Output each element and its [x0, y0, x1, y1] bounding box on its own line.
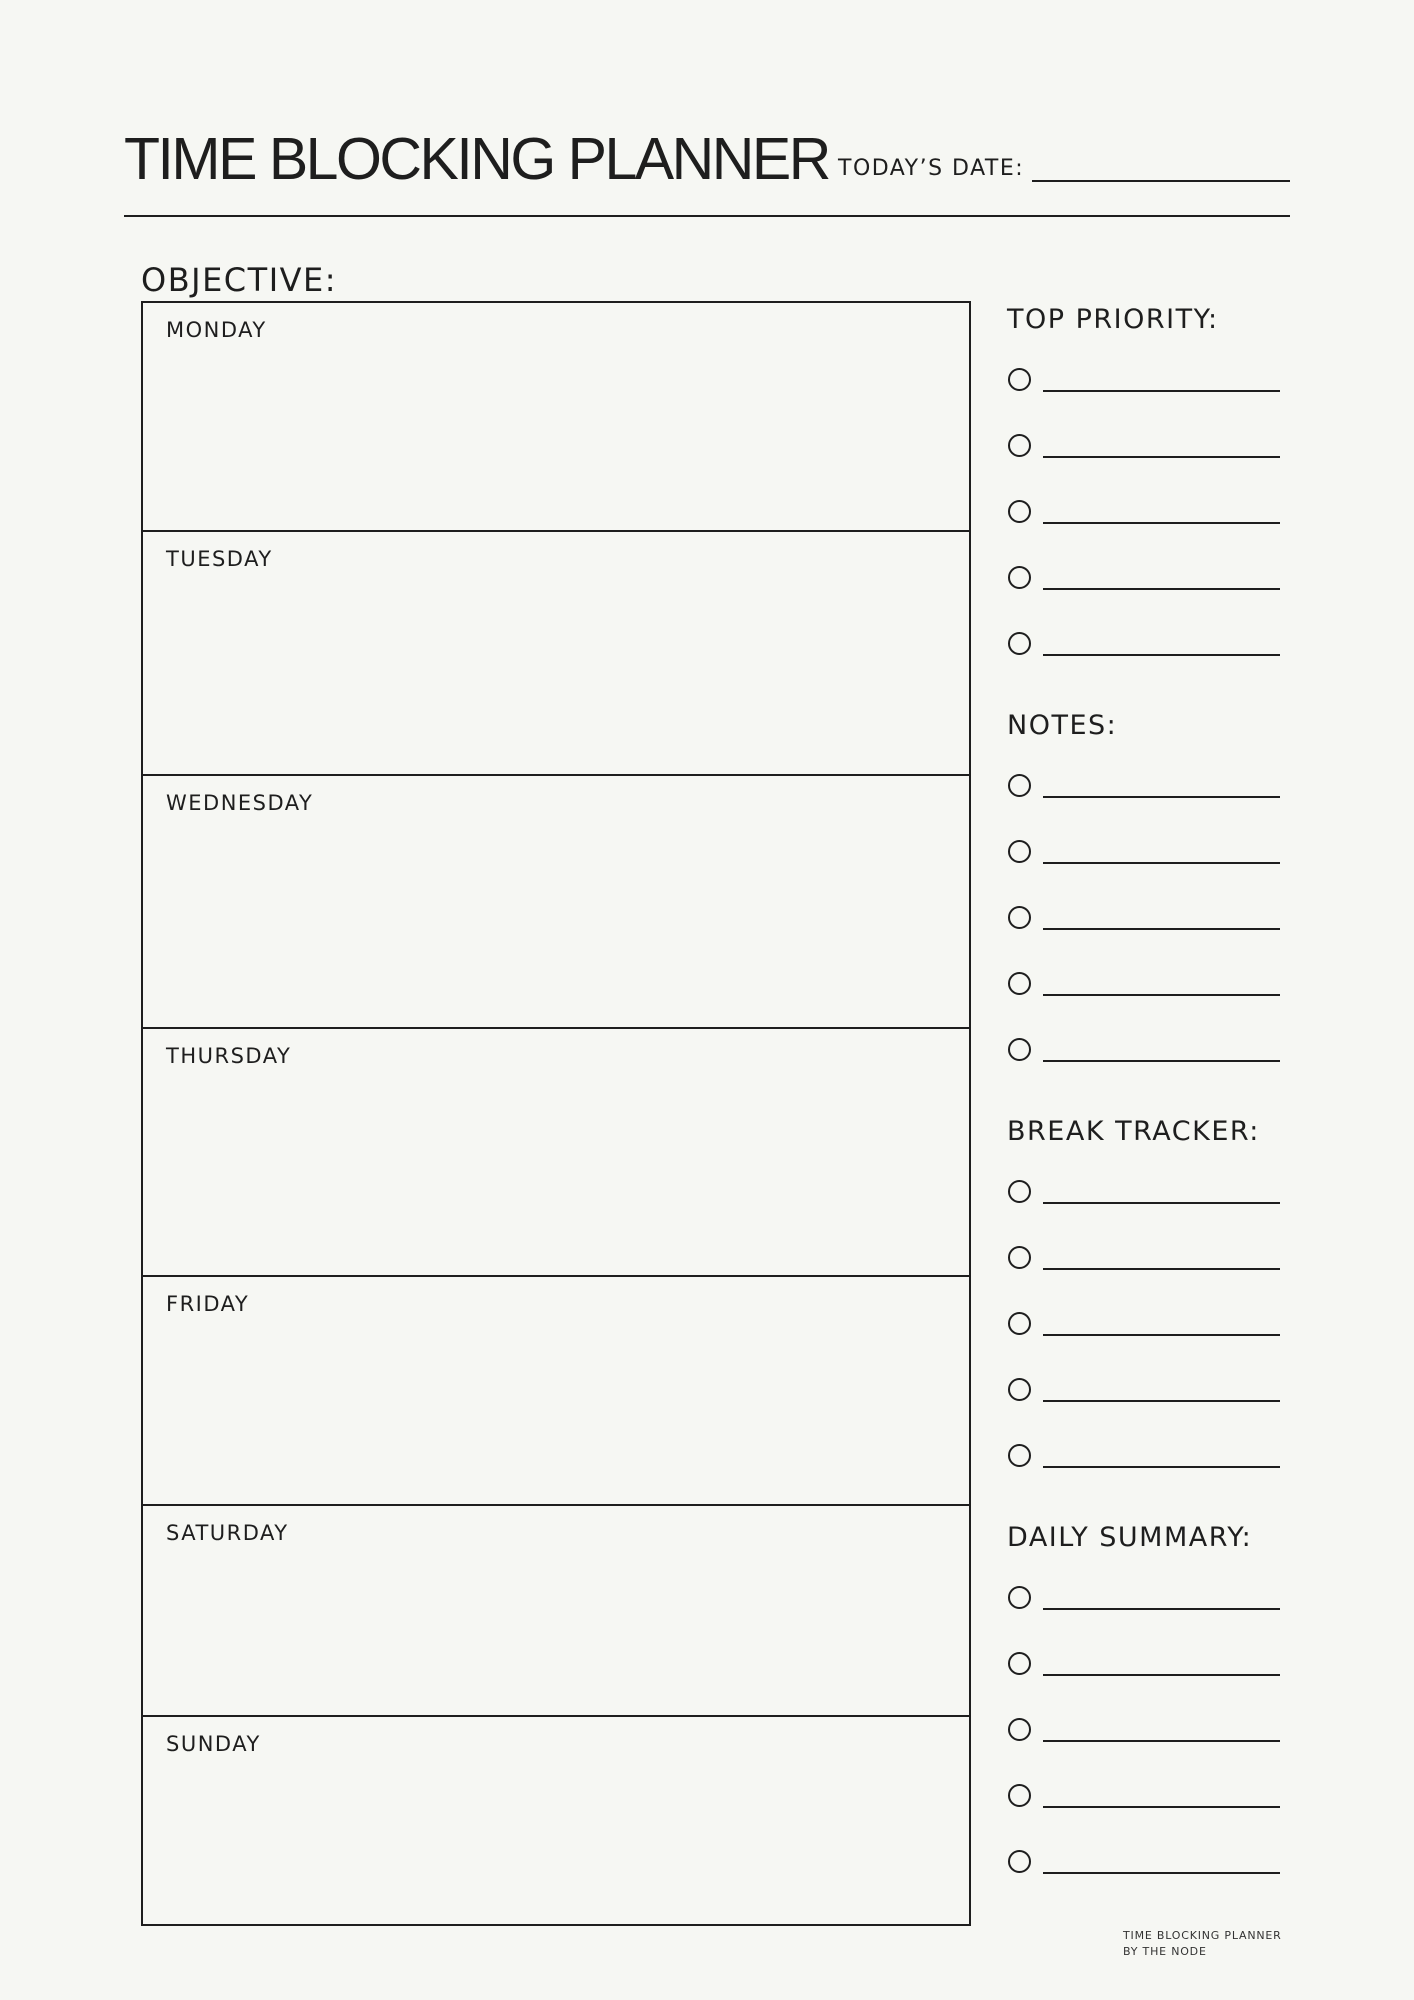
checkbox-circle-icon[interactable] — [1008, 1444, 1031, 1467]
write-in-line[interactable] — [1043, 654, 1280, 656]
write-in-line[interactable] — [1043, 1334, 1280, 1336]
checklist-item — [1007, 1558, 1291, 1624]
day-block-saturday[interactable] — [143, 1506, 969, 1717]
checklist-item — [1007, 538, 1291, 604]
objective-label: OBJECTIVE: — [141, 261, 338, 299]
write-in-line[interactable] — [1043, 456, 1280, 458]
checkbox-circle-icon[interactable] — [1008, 1718, 1031, 1741]
day-block-sunday[interactable] — [143, 1717, 969, 1924]
write-in-line[interactable] — [1043, 588, 1280, 590]
day-block-wednesday[interactable] — [143, 776, 969, 1029]
checklist-item — [1007, 812, 1291, 878]
checklist-item — [1007, 340, 1291, 406]
checkbox-circle-icon[interactable] — [1008, 1784, 1031, 1807]
checklist-item — [1007, 1690, 1291, 1756]
write-in-line[interactable] — [1043, 1202, 1280, 1204]
day-block-monday[interactable] — [143, 303, 969, 532]
write-in-line[interactable] — [1043, 862, 1280, 864]
write-in-line[interactable] — [1043, 390, 1280, 392]
section-break-tracker — [1007, 1112, 1291, 1482]
checklist-item — [1007, 1416, 1291, 1482]
date-label: TODAY’S DATE: — [838, 156, 1025, 181]
section-top-priority — [1007, 300, 1291, 670]
checklist-item — [1007, 1822, 1291, 1888]
checkbox-circle-icon[interactable] — [1008, 1312, 1031, 1335]
checkbox-circle-icon[interactable] — [1008, 1378, 1031, 1401]
section-notes — [1007, 706, 1291, 1076]
checkbox-circle-icon[interactable] — [1008, 1180, 1031, 1203]
checkbox-circle-icon[interactable] — [1008, 434, 1031, 457]
write-in-line[interactable] — [1043, 994, 1280, 996]
section-title: DAILY SUMMARY: — [1007, 1522, 1253, 1553]
footer-line: TIME BLOCKING PLANNER — [1123, 1929, 1282, 1942]
day-label: WEDNESDAY — [166, 791, 314, 815]
checkbox-circle-icon[interactable] — [1008, 1038, 1031, 1061]
checkbox-circle-icon[interactable] — [1008, 906, 1031, 929]
section-title: BREAK TRACKER: — [1007, 1116, 1260, 1147]
write-in-line[interactable] — [1043, 796, 1280, 798]
checklist-item — [1007, 1756, 1291, 1822]
day-label: TUESDAY — [166, 547, 273, 571]
checklist-item — [1007, 1350, 1291, 1416]
checkbox-circle-icon[interactable] — [1008, 972, 1031, 995]
day-block-tuesday[interactable] — [143, 532, 969, 776]
write-in-line[interactable] — [1043, 1060, 1280, 1062]
write-in-line[interactable] — [1043, 1268, 1280, 1270]
write-in-line[interactable] — [1043, 522, 1280, 524]
checkbox-circle-icon[interactable] — [1008, 1652, 1031, 1675]
day-label: SATURDAY — [166, 1521, 289, 1545]
section-title: TOP PRIORITY: — [1007, 304, 1219, 335]
date-field[interactable] — [1032, 180, 1290, 182]
checkbox-circle-icon[interactable] — [1008, 632, 1031, 655]
checklist-item — [1007, 1152, 1291, 1218]
checkbox-circle-icon[interactable] — [1008, 368, 1031, 391]
write-in-line[interactable] — [1043, 1466, 1280, 1468]
checkbox-circle-icon[interactable] — [1008, 1586, 1031, 1609]
checkbox-circle-icon[interactable] — [1008, 500, 1031, 523]
write-in-line[interactable] — [1043, 1740, 1280, 1742]
checklist-item — [1007, 944, 1291, 1010]
day-block-friday[interactable] — [143, 1277, 969, 1506]
day-label: SUNDAY — [166, 1732, 261, 1756]
write-in-line[interactable] — [1043, 1674, 1280, 1676]
write-in-line[interactable] — [1043, 928, 1280, 930]
write-in-line[interactable] — [1043, 1806, 1280, 1808]
footer-credit — [1123, 1928, 1282, 1960]
page-title: TIME BLOCKING PLANNER — [124, 126, 829, 192]
checklist-item — [1007, 1624, 1291, 1690]
checklist-item — [1007, 472, 1291, 538]
checkbox-circle-icon[interactable] — [1008, 774, 1031, 797]
day-block-thursday[interactable] — [143, 1029, 969, 1277]
day-label: THURSDAY — [166, 1044, 292, 1068]
write-in-line[interactable] — [1043, 1872, 1280, 1874]
checklist-item — [1007, 878, 1291, 944]
checkbox-circle-icon[interactable] — [1008, 566, 1031, 589]
header-divider — [124, 215, 1290, 217]
day-label: MONDAY — [166, 318, 267, 342]
write-in-line[interactable] — [1043, 1608, 1280, 1610]
write-in-line[interactable] — [1043, 1400, 1280, 1402]
section-daily-summary — [1007, 1518, 1291, 1888]
checklist-item — [1007, 1218, 1291, 1284]
day-label: FRIDAY — [166, 1292, 250, 1316]
checklist-item — [1007, 1284, 1291, 1350]
checkbox-circle-icon[interactable] — [1008, 1246, 1031, 1269]
checkbox-circle-icon[interactable] — [1008, 1850, 1031, 1873]
checklist-item — [1007, 746, 1291, 812]
checklist-item — [1007, 1010, 1291, 1076]
checklist-item — [1007, 604, 1291, 670]
sidebar — [1007, 300, 1291, 1924]
checklist-item — [1007, 406, 1291, 472]
day-blocks — [141, 301, 971, 1926]
checkbox-circle-icon[interactable] — [1008, 840, 1031, 863]
footer-line: BY THE NODE — [1123, 1945, 1207, 1958]
section-title: NOTES: — [1007, 710, 1118, 741]
